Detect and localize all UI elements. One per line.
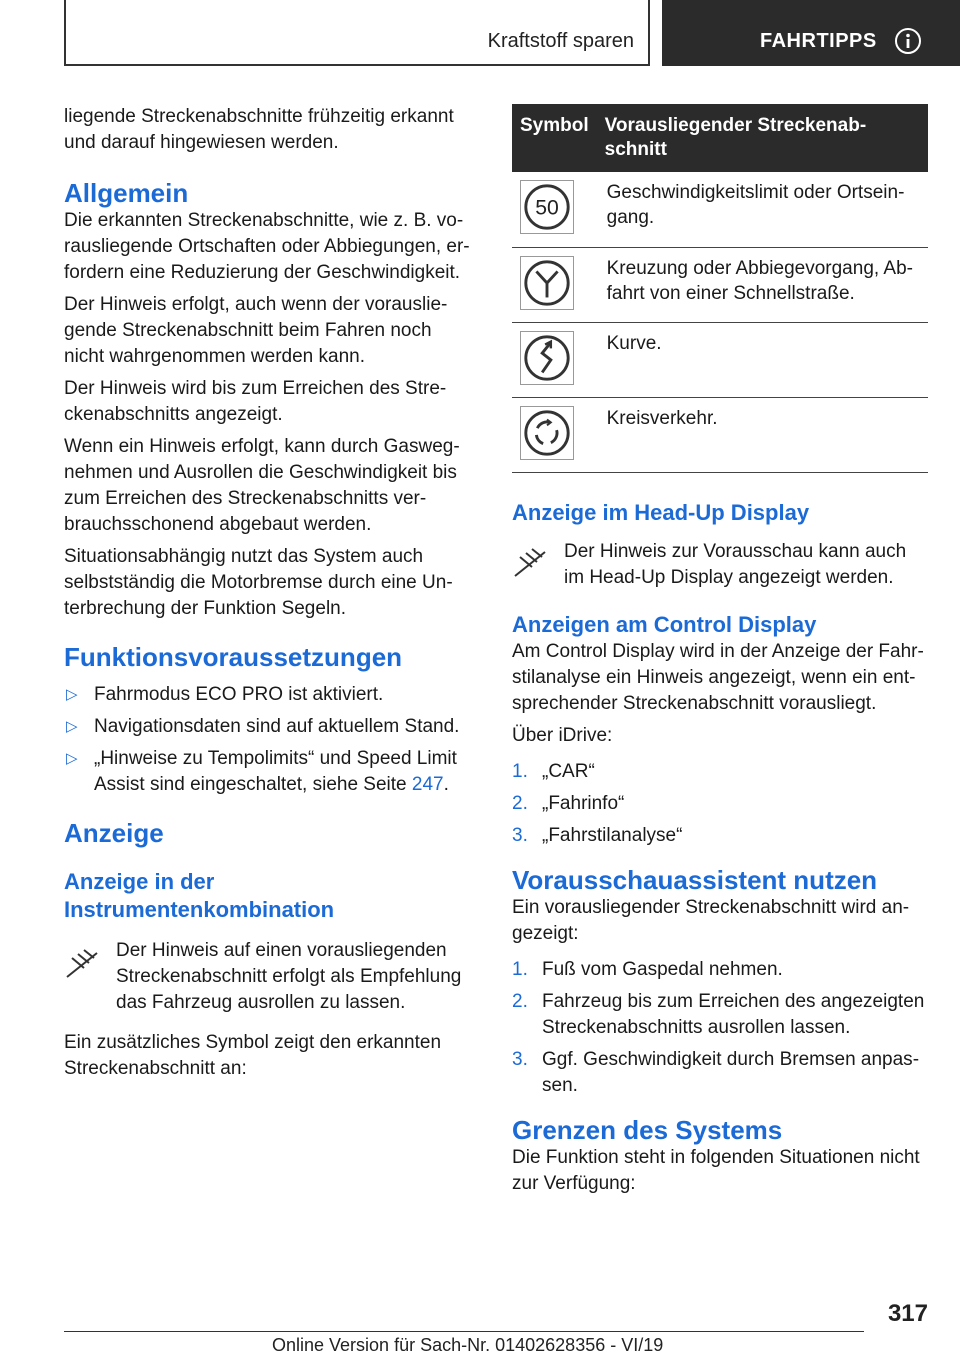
limits-text: Die Funktion steht in folgenden Situationen nicht zur Verfügung: xyxy=(512,1146,920,1194)
table-row xyxy=(512,322,928,397)
roundabout-icon xyxy=(520,406,574,460)
list-item: 1. Fuß vom Gaspedal nehmen. xyxy=(512,958,783,980)
allgemein-paragraph: Situationsabhängig nutzt das System auch selbstständig die Motorbremse durch eine Unterbrechung der Funktion Segeln. xyxy=(64,546,453,619)
list-item: 2. Fahrzeug bis zum Erreichen des angezeigten Streckenabschnitts ausrollen lassen. xyxy=(512,990,925,1038)
list-item: 3. Ggf. Geschwindigkeit durch Bremsen anpassen. xyxy=(512,1048,920,1096)
idrive-label: Über iDrive: xyxy=(512,724,613,746)
footer-online-version: Online Version für Sach-Nr. 01402628356 - VI/19 xyxy=(272,1335,664,1355)
triangle-bullet-icon: ▷ xyxy=(66,686,78,703)
info-icon xyxy=(894,27,922,55)
junction-icon xyxy=(520,256,574,310)
triangle-bullet-icon: ▷ xyxy=(66,718,78,735)
use-text: Ein vorausliegender Streckenabschnitt wird angezeigt: xyxy=(512,896,910,944)
table-row xyxy=(512,247,928,322)
list-item: ▷ „Hinweise zu Tempolimits“ und Speed Limit Assist sind eingeschaltet, siehe Seite 247. xyxy=(66,748,457,795)
symbol-table xyxy=(512,104,928,473)
right-column xyxy=(512,104,928,1203)
heading-vorausschauassistent: Vorausschauassistent nutzen xyxy=(512,864,878,895)
allgemein-paragraph: Der Hinweis erfolgt, auch wenn der vorausliegende Streckenabschnitt beim Fahren noch nicht wahrgenommen werden kann. xyxy=(64,294,448,367)
table-cell: Kurve. xyxy=(597,322,928,397)
table-header-section: Vorausliegender Streckenabschnitt xyxy=(597,104,928,172)
hud-note-text: Der Hinweis zur Vorausschau kann auch im Head-Up Display angezeigt werden. xyxy=(564,540,907,588)
allgemein-paragraph: Der Hinweis wird bis zum Erreichen des Streckenabschnitts angezeigt. xyxy=(64,378,447,425)
header-chapter-tab xyxy=(662,0,960,66)
coasting-hint-icon xyxy=(64,944,100,980)
heading-head-up-display: Anzeige im Head-Up Display xyxy=(512,499,810,525)
header-section-title: Kraftstoff sparen xyxy=(487,30,634,52)
list-item: ▷ Navigationsdaten sind auf aktuellem Stand. xyxy=(64,714,476,740)
heading-instrumentenkombination: Anzeige in der Instrumentenkombination xyxy=(64,869,335,922)
table-header-row xyxy=(512,104,928,172)
heading-funktionsvoraussetzungen: Funktionsvoraussetzungen xyxy=(64,642,403,672)
header-section-tab xyxy=(64,0,650,66)
triangle-bullet-icon: ▷ xyxy=(66,750,78,767)
table-header-symbol: Symbol xyxy=(512,104,597,172)
idrive-steps xyxy=(512,759,928,849)
footer-divider xyxy=(64,1331,864,1332)
intro-paragraph: liegende Streckenabschnitte frühzeitig erkannt und darauf hingewiesen werden. xyxy=(64,106,454,153)
instrument-note-text: Der Hinweis auf einen vorausliegenden Streckenabschnitt erfolgt als Empfehlung das Fahrzeug ausrollen zu lassen. xyxy=(116,940,462,1013)
list-item: ▷ Fahrmodus ECO PRO ist aktiviert. xyxy=(64,682,476,708)
speed-limit-50-icon xyxy=(520,180,574,234)
table-cell: Kreisverkehr. xyxy=(597,397,928,472)
table-cell: Kreuzung oder Abbiegevorgang, Abfahrt von einer Schnellstraße. xyxy=(597,247,928,322)
table-row xyxy=(512,397,928,472)
allgemein-paragraph: Wenn ein Hinweis erfolgt, kann durch Gaswegnehmen und Ausrollen die Geschwindigkeit bis zum Erreichen des Streckenabschnitts verbrauchsschonend abgebaut werden. xyxy=(64,436,460,535)
heading-control-display: Anzeigen am Control Display xyxy=(512,611,817,637)
header-chapter-title: FAHRTIPPS xyxy=(760,30,877,52)
svg-text:50: 50 xyxy=(535,196,559,220)
instrument-symbol-text: Ein zusätzliches Symbol zeigt den erkannten Streckenabschnitt an: xyxy=(64,1032,442,1079)
list-item: 3. „Fahrstilanalyse“ xyxy=(512,824,683,846)
page-link-247[interactable]: 247 xyxy=(411,774,444,795)
coasting-hint-icon xyxy=(512,543,548,579)
heading-allgemein: Allgemein xyxy=(64,178,189,208)
table-cell: Geschwindigkeitslimit oder Ortseingang. xyxy=(597,172,928,247)
heading-anzeige: Anzeige xyxy=(64,818,164,848)
heading-grenzen: Grenzen des Systems xyxy=(512,1114,783,1145)
instrument-note xyxy=(64,938,476,1016)
page-number: 317 xyxy=(887,1300,928,1327)
left-column xyxy=(64,104,476,1088)
allgemein-paragraph: Die erkannten Streckenabschnitte, wie z. B. vorausliegende Ortschaften oder Abbiegungen, erfordern eine Reduzierung der Geschwindigkeit. xyxy=(64,210,470,283)
list-item: 2. „Fahrinfo“ xyxy=(512,792,625,814)
requirements-list xyxy=(64,682,476,798)
use-steps xyxy=(512,957,928,1099)
hud-note xyxy=(512,539,928,591)
table-row xyxy=(512,172,928,247)
curve-icon xyxy=(520,331,574,385)
control-display-text: Am Control Display wird in der Anzeige der Fahrstilanalyse ein Hinweis angezeigt, wenn ein entsprechender Streckenabschnitt vorausliegt. xyxy=(512,640,924,714)
list-item: 1. „CAR“ xyxy=(512,760,595,782)
